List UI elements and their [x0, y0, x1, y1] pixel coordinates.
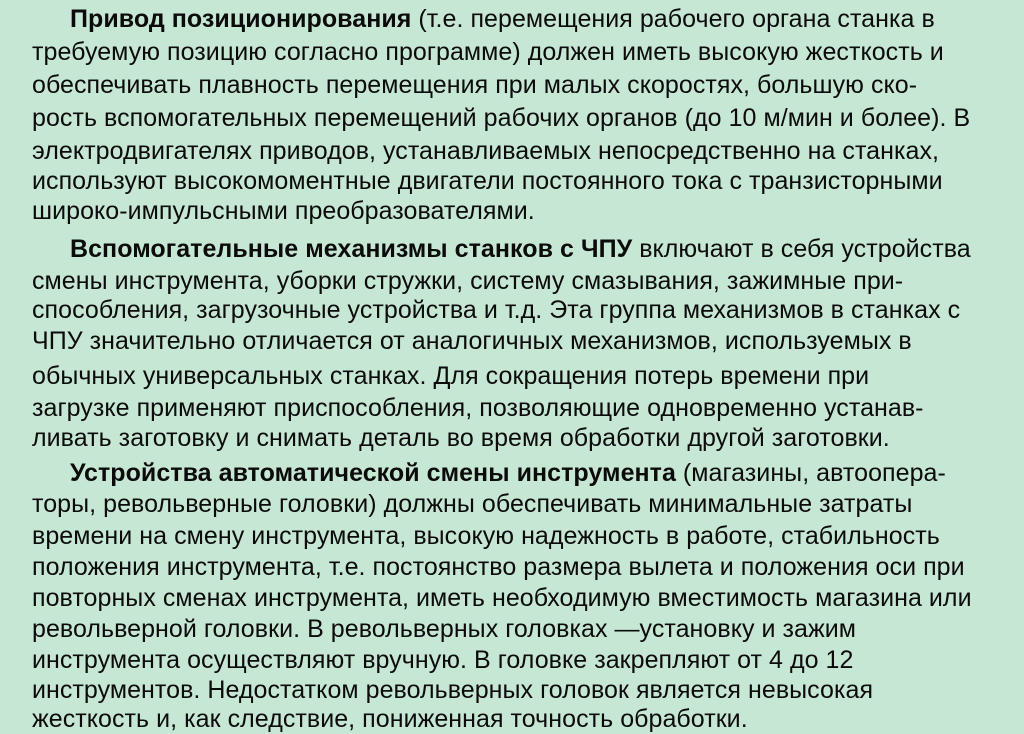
- paragraph-1-line-6: используют высокомоментные двигатели постоянного тока с транзисторными: [32, 167, 943, 195]
- paragraph-3-line-3: времени на смену инструмента, высокую надежность в работе, стабильность: [32, 522, 940, 550]
- paragraph-3-line-9: жесткость и, как следствие, пониженная точность обработки.: [32, 705, 748, 733]
- paragraph-2-line-5: обычных универсальных станках. Для сокращения потерь времени при: [32, 362, 870, 390]
- paragraph-3-line-1: Устройства автоматической смены инструмента (магазины, автоопера-: [70, 459, 946, 487]
- paragraph-1-term: Привод позиционирования: [70, 5, 412, 33]
- paragraph-3-line-5: повторных сменах инструмента, иметь необходимую вместимость магазина или: [32, 584, 972, 612]
- paragraph-2-line-2: смены инструмента, уборки стружки, систему смазывания, зажимные при-: [32, 267, 904, 295]
- paragraph-2-line-3: способления, загрузочные устройства и т.д. Эта группа механизмов в станках с: [32, 296, 961, 324]
- paragraph-3-line-8: инструментов. Недостатком револьверных головок является невысокая: [32, 676, 874, 704]
- paragraph-3-line-2: торы, револьверные головки) должны обеспечивать минимальные затраты: [32, 490, 913, 518]
- paragraph-3-line-6: револьверной головки. В револьверных головках —установку и зажим: [32, 615, 857, 643]
- paragraph-2-line-7: ливать заготовку и снимать деталь во время обработки другой заготовки.: [32, 424, 890, 452]
- paragraph-2-line-4: ЧПУ значительно отличается от аналогичных механизмов, используемых в: [32, 327, 912, 355]
- paragraph-1-line-2: требуемую позицию согласно программе) должен иметь высокую жесткость и: [32, 38, 944, 66]
- paragraph-1-line-4: рость вспомогательных перемещений рабочих органов (до 10 м/мин и более). В: [32, 104, 971, 132]
- paragraph-2-line-6: загрузке применяют приспособления, позволяющие одновременно устанав-: [32, 394, 924, 422]
- paragraph-1-line-7: широко-импульсными преобразователями.: [32, 197, 535, 225]
- paragraph-2-term: Вспомогательные механизмы станков с ЧПУ: [70, 235, 633, 263]
- paragraph-1-line-5: электродвигателях приводов, устанавливаемых непосредственно на станках,: [32, 137, 940, 165]
- paragraph-1-line-3: обеспечивать плавность перемещения при малых скоростях, большую ско-: [32, 71, 918, 99]
- paragraph-1-line-1: Привод позиционирования (т.е. перемещения рабочего органа станка в: [70, 5, 935, 33]
- paragraph-3-line-7: инструмента осуществляют вручную. В головке закрепляют от 4 до 12: [32, 646, 854, 674]
- paragraph-3-line-4: положения инструмента, т.е. постоянство размера вылета и положения оси при: [32, 553, 965, 581]
- paragraph-3-term: Устройства автоматической смены инструмента: [70, 459, 676, 487]
- paragraph-2-line-1: Вспомогательные механизмы станков с ЧПУ включают в себя устройства: [70, 235, 971, 263]
